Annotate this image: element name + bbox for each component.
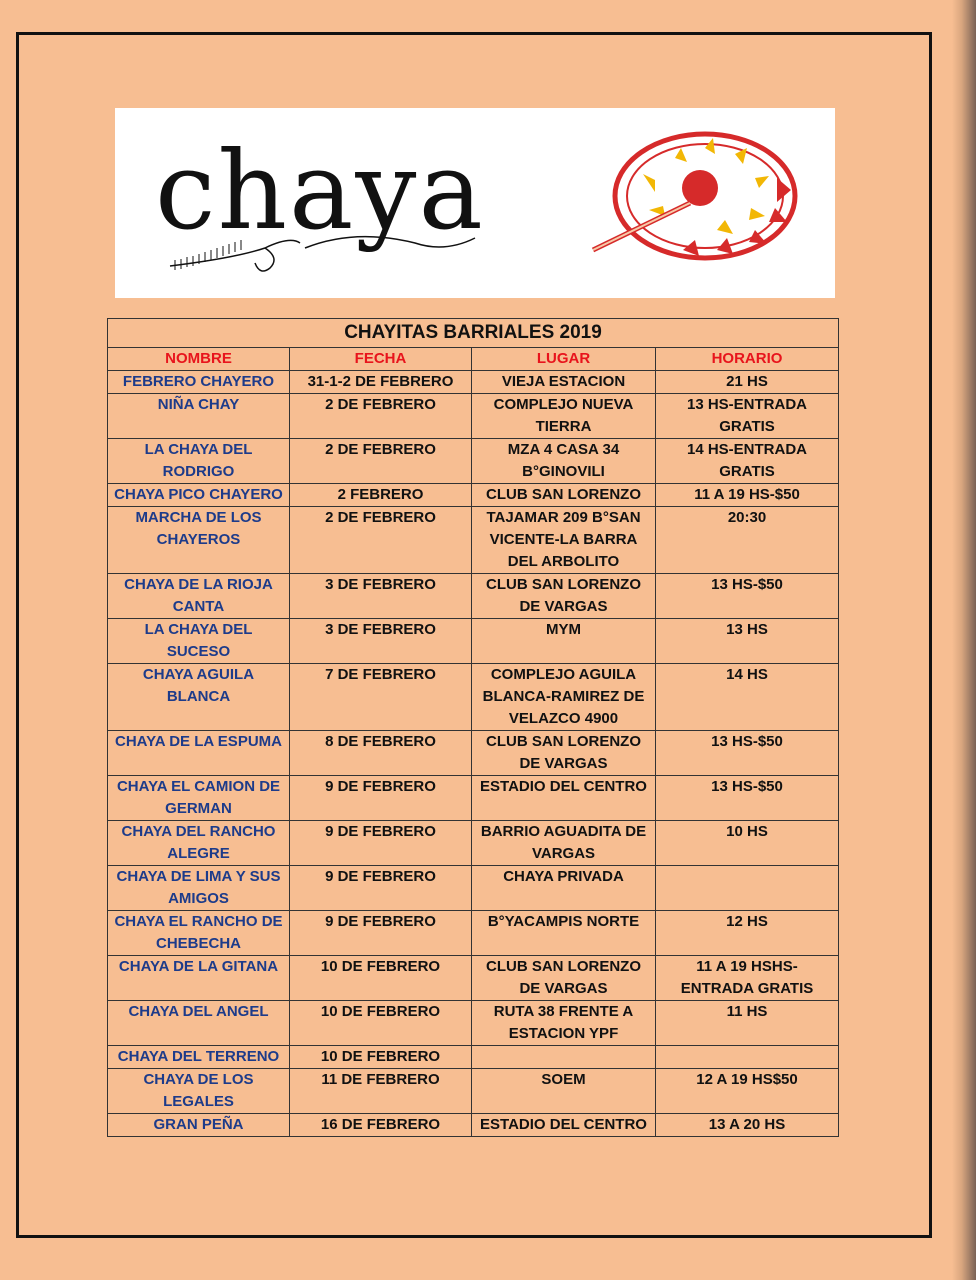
table-row <box>108 821 839 866</box>
cell-lugar: VIEJA ESTACION <box>472 371 656 394</box>
cell-horario: 14 HS-ENTRADA GRATIS <box>656 439 839 484</box>
cell-nombre: CHAYA DE LA ESPUMA <box>108 731 290 776</box>
cell-fecha: 2 FEBRERO <box>290 484 472 507</box>
cell-nombre: CHAYA PICO CHAYERO <box>108 484 290 507</box>
header-horario: HORARIO <box>656 348 839 371</box>
cell-nombre: CHAYA DE LOS LEGALES <box>108 1069 290 1114</box>
cell-nombre: MARCHA DE LOS CHAYEROS <box>108 507 290 574</box>
table-row <box>108 371 839 394</box>
cell-horario: 13 HS-$50 <box>656 731 839 776</box>
table-row <box>108 776 839 821</box>
table-row <box>108 956 839 1001</box>
cell-horario: 14 HS <box>656 664 839 731</box>
table-row <box>108 1046 839 1069</box>
cell-nombre: GRAN PEÑA <box>108 1114 290 1137</box>
cell-lugar: CLUB SAN LORENZO <box>472 484 656 507</box>
cell-lugar <box>472 1046 656 1069</box>
cell-fecha: 9 DE FEBRERO <box>290 821 472 866</box>
cell-horario <box>656 866 839 911</box>
cell-lugar: SOEM <box>472 1069 656 1114</box>
cell-horario: 11 A 19 HSHS-ENTRADA GRATIS <box>656 956 839 1001</box>
cell-horario: 20:30 <box>656 507 839 574</box>
cell-lugar: COMPLEJO NUEVA TIERRA <box>472 394 656 439</box>
cell-nombre: LA CHAYA DEL SUCESO <box>108 619 290 664</box>
cell-fecha: 3 DE FEBRERO <box>290 619 472 664</box>
table-row <box>108 507 839 574</box>
cell-fecha: 8 DE FEBRERO <box>290 731 472 776</box>
cell-lugar: MZA 4 CASA 34 B°GINOVILI <box>472 439 656 484</box>
cell-fecha: 10 DE FEBRERO <box>290 1046 472 1069</box>
cell-horario: 11 A 19 HS-$50 <box>656 484 839 507</box>
header-lugar: LUGAR <box>472 348 656 371</box>
cell-horario <box>656 1046 839 1069</box>
cell-nombre: CHAYA AGUILA BLANCA <box>108 664 290 731</box>
cell-nombre: CHAYA DE LA GITANA <box>108 956 290 1001</box>
cell-lugar: RUTA 38 FRENTE A ESTACION YPF <box>472 1001 656 1046</box>
cell-nombre: LA CHAYA DEL RODRIGO <box>108 439 290 484</box>
cell-fecha: 10 DE FEBRERO <box>290 1001 472 1046</box>
table-row <box>108 394 839 439</box>
cell-lugar: BARRIO AGUADITA DE VARGAS <box>472 821 656 866</box>
header-nombre: NOMBRE <box>108 348 290 371</box>
chayitas-table <box>107 318 839 1137</box>
table-row <box>108 1114 839 1137</box>
cell-lugar: TAJAMAR 209 B°SAN VICENTE-LA BARRA DEL ARBOLITO <box>472 507 656 574</box>
chaya-logo <box>115 108 835 298</box>
table-row <box>108 911 839 956</box>
cell-lugar: ESTADIO DEL CENTRO <box>472 1114 656 1137</box>
table-row <box>108 866 839 911</box>
cell-horario: 13 A 20 HS <box>656 1114 839 1137</box>
table-row <box>108 664 839 731</box>
table-title: CHAYITAS BARRIALES 2019 <box>108 319 839 348</box>
cell-fecha: 2 DE FEBRERO <box>290 394 472 439</box>
cell-fecha: 2 DE FEBRERO <box>290 507 472 574</box>
table-row <box>108 1069 839 1114</box>
cell-horario: 13 HS <box>656 619 839 664</box>
cell-horario: 12 HS <box>656 911 839 956</box>
edge-shadow <box>952 0 976 1280</box>
cell-lugar: CLUB SAN LORENZO DE VARGAS <box>472 731 656 776</box>
cell-lugar: B°YACAMPIS NORTE <box>472 911 656 956</box>
cell-horario: 12 A 19 HS$50 <box>656 1069 839 1114</box>
cell-lugar: COMPLEJO AGUILA BLANCA-RAMIREZ DE VELAZCO 4900 <box>472 664 656 731</box>
cell-horario: 13 HS-ENTRADA GRATIS <box>656 394 839 439</box>
table-row <box>108 619 839 664</box>
drum-icon <box>593 134 795 258</box>
cell-nombre: NIÑA CHAY <box>108 394 290 439</box>
table-row <box>108 439 839 484</box>
chaya-logo-graphic <box>115 108 835 298</box>
cell-fecha: 7 DE FEBRERO <box>290 664 472 731</box>
cell-lugar: ESTADIO DEL CENTRO <box>472 776 656 821</box>
table-row <box>108 484 839 507</box>
cell-horario: 13 HS-$50 <box>656 574 839 619</box>
table-body <box>108 371 839 1137</box>
header-fecha: FECHA <box>290 348 472 371</box>
cell-lugar: MYM <box>472 619 656 664</box>
cell-horario: 10 HS <box>656 821 839 866</box>
cell-lugar: CLUB SAN LORENZO DE VARGAS <box>472 956 656 1001</box>
cell-nombre: CHAYA DEL RANCHO ALEGRE <box>108 821 290 866</box>
table-row <box>108 574 839 619</box>
cell-horario: 11 HS <box>656 1001 839 1046</box>
logo-text: chaya <box>155 129 485 254</box>
cell-fecha: 31-1-2 DE FEBRERO <box>290 371 472 394</box>
table-row <box>108 731 839 776</box>
cell-nombre: CHAYA DE LA RIOJA CANTA <box>108 574 290 619</box>
cell-fecha: 10 DE FEBRERO <box>290 956 472 1001</box>
cell-lugar: CHAYA PRIVADA <box>472 866 656 911</box>
cell-nombre: CHAYA DEL ANGEL <box>108 1001 290 1046</box>
cell-fecha: 9 DE FEBRERO <box>290 776 472 821</box>
cell-lugar: CLUB SAN LORENZO DE VARGAS <box>472 574 656 619</box>
cell-fecha: 16 DE FEBRERO <box>290 1114 472 1137</box>
cell-fecha: 2 DE FEBRERO <box>290 439 472 484</box>
cell-fecha: 3 DE FEBRERO <box>290 574 472 619</box>
cell-fecha: 9 DE FEBRERO <box>290 911 472 956</box>
table-row <box>108 1001 839 1046</box>
cell-nombre: CHAYA DE LIMA Y SUS AMIGOS <box>108 866 290 911</box>
cell-horario: 21 HS <box>656 371 839 394</box>
cell-nombre: FEBRERO CHAYERO <box>108 371 290 394</box>
cell-fecha: 9 DE FEBRERO <box>290 866 472 911</box>
cell-fecha: 11 DE FEBRERO <box>290 1069 472 1114</box>
cell-horario: 13 HS-$50 <box>656 776 839 821</box>
cell-nombre: CHAYA EL RANCHO DE CHEBECHA <box>108 911 290 956</box>
cell-nombre: CHAYA EL CAMION DE GERMAN <box>108 776 290 821</box>
cell-nombre: CHAYA DEL TERRENO <box>108 1046 290 1069</box>
